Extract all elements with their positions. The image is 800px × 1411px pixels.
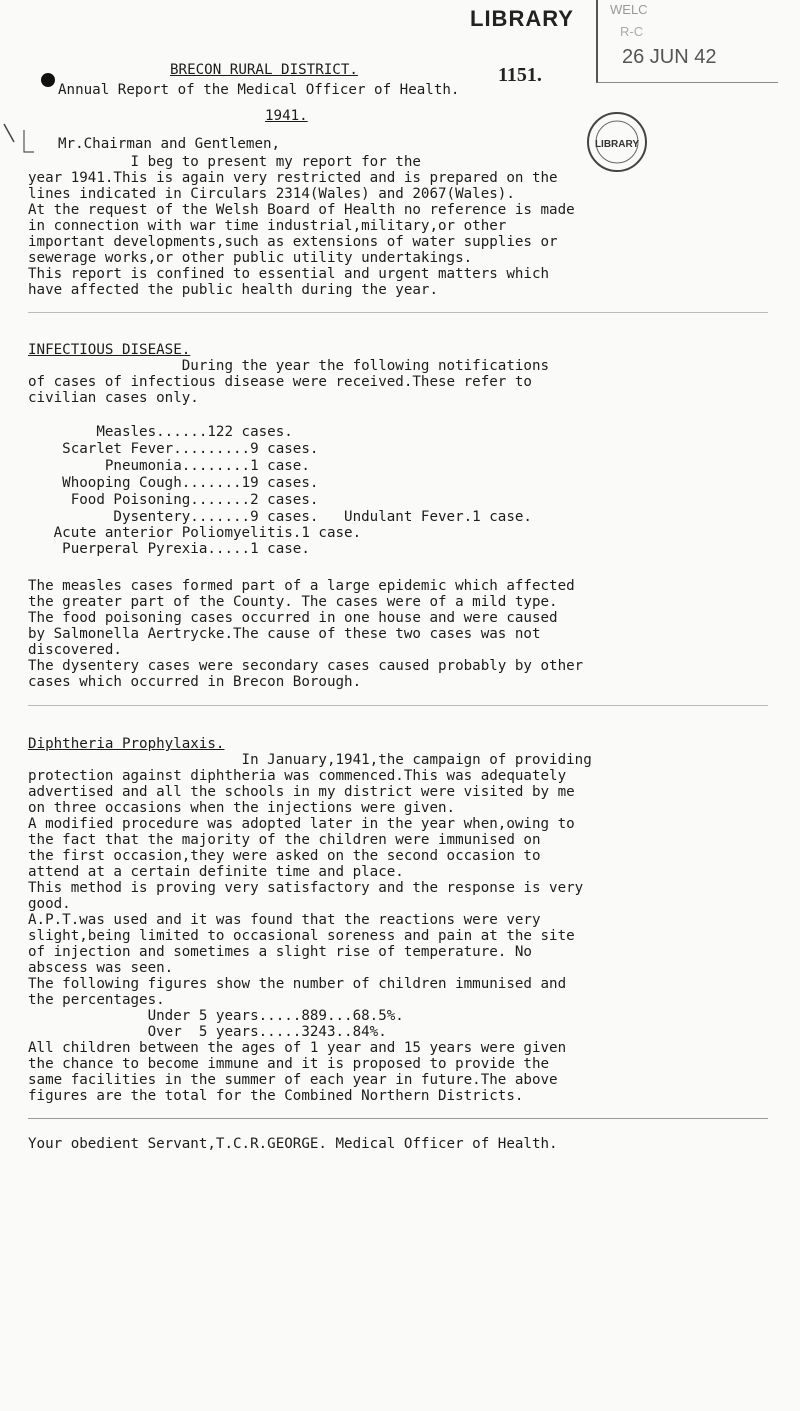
diphtheria-line: All children between the ages of 1 year and 15 years were given — [28, 1040, 567, 1056]
intro-line: sewerage works,or other public utility undertakings. — [28, 250, 473, 266]
infectious-note: cases which occurred in Brecon Borough. — [28, 674, 362, 690]
infectious-note: the greater part of the County. The cases were of a mild type. — [28, 594, 558, 610]
intro-line: I beg to present my report for the — [28, 154, 421, 170]
diphtheria-line: the chance to become immune and it is proposed to provide the — [28, 1056, 550, 1072]
infectious-line: of cases of infectious disease were received.These refer to — [28, 374, 532, 390]
signature-line: Your obedient Servant,T.C.R.GEORGE. Medical Officer of Health. — [28, 1136, 558, 1152]
intro-line: This report is confined to essential and urgent matters which — [28, 266, 550, 282]
notification-row: Measles......122 cases. — [28, 424, 293, 440]
intro-line: lines indicated in Circulars 2314(Wales) and 2067(Wales). — [28, 186, 515, 202]
intro-line: year 1941.This is again very restricted and is prepared on the — [28, 170, 558, 186]
diphtheria-line: advertised and all the schools in my district were visited by me — [28, 784, 575, 800]
library-stamp: LIBRARY — [470, 6, 574, 31]
notification-row: Whooping Cough.......19 cases. — [28, 475, 319, 491]
diphtheria-line: good. — [28, 896, 71, 912]
diphtheria-line: figures are the total for the Combined Northern Districts. — [28, 1088, 524, 1104]
intro-line: important developments,such as extensions of water supplies or — [28, 234, 558, 250]
svg-text:LIBRARY: LIBRARY — [594, 139, 640, 150]
infectious-note: The food poisoning cases occurred in one house and were caused — [28, 610, 558, 626]
report-year: 1941. — [265, 108, 308, 124]
punch-hole-dot — [41, 73, 55, 87]
section-divider — [28, 705, 768, 706]
notification-row: Dysentery.......9 cases. Undulant Fever.1 case. — [28, 509, 532, 525]
infectious-note: The dysentery cases were secondary cases caused probably by other — [28, 658, 584, 674]
received-stamp-date: 26 JUN 42 — [622, 46, 717, 68]
report-title: Annual Report of the Medical Officer of Health. — [58, 82, 460, 98]
intro-line: At the request of the Welsh Board of Health no reference is made — [28, 202, 575, 218]
diphtheria-line: A.P.T.was used and it was found that the reactions were very — [28, 912, 541, 928]
section-divider — [28, 1118, 768, 1119]
infectious-note: The measles cases formed part of a large epidemic which affected — [28, 578, 575, 594]
notification-row: Food Poisoning.......2 cases. — [28, 492, 319, 508]
library-serial-number: 1151. — [498, 64, 542, 86]
diphtheria-line: the percentages. — [28, 992, 165, 1008]
received-stamp-subtext: R-C — [620, 24, 644, 39]
diphtheria-line: protection against diphtheria was commenced.This was adequately — [28, 768, 567, 784]
library-seal-icon — [585, 110, 649, 174]
intro-line: have affected the public health during the year. — [28, 282, 438, 298]
infectious-line: civilian cases only. — [28, 390, 199, 406]
diphtheria-line: attend at a certain definite time and place. — [28, 864, 404, 880]
notification-row: Acute anterior Poliomyelitis.1 case. — [28, 525, 362, 541]
diphtheria-line: The following figures show the number of children immunised and — [28, 976, 567, 992]
district-title: BRECON RURAL DISTRICT. — [170, 62, 358, 78]
salutation: Mr.Chairman and Gentlemen, — [58, 136, 281, 152]
diphtheria-line: abscess was seen. — [28, 960, 174, 976]
diphtheria-line: the fact that the majority of the children were immunised on — [28, 832, 541, 848]
diphtheria-line: on three occasions when the injections were given. — [28, 800, 456, 816]
diphtheria-line: A modified procedure was adopted later in the year when,owing to — [28, 816, 575, 832]
intro-line: in connection with war time industrial,military,or other — [28, 218, 507, 234]
infectious-disease-heading: INFECTIOUS DISEASE. — [28, 342, 191, 358]
diphtheria-line: slight,being limited to occasional soreness and pain at the site — [28, 928, 575, 944]
infectious-line: During the year the following notifications — [28, 358, 550, 374]
received-stamp-text: WELC — [610, 2, 648, 17]
section-divider — [28, 312, 768, 313]
diphtheria-line: same facilities in the summer of each year in future.The above — [28, 1072, 558, 1088]
immunisation-figure: Under 5 years.....889...68.5%. — [28, 1008, 404, 1024]
diphtheria-line: the first occasion,they were asked on the second occasion to — [28, 848, 541, 864]
diphtheria-line: This method is proving very satisfactory and the response is very — [28, 880, 584, 896]
infectious-note: discovered. — [28, 642, 122, 658]
infectious-note: by Salmonella Aertrycke.The cause of these two cases was not — [28, 626, 541, 642]
notification-row: Pneumonia........1 case. — [28, 458, 310, 474]
diphtheria-heading: Diphtheria Prophylaxis. — [28, 736, 225, 752]
notification-row: Scarlet Fever.........9 cases. — [28, 441, 319, 457]
notification-row: Puerperal Pyrexia.....1 case. — [28, 541, 310, 557]
diphtheria-line: In January,1941,the campaign of providing — [28, 752, 592, 768]
diphtheria-line: of injection and sometimes a slight rise of temperature. No — [28, 944, 532, 960]
immunisation-figure: Over 5 years.....3243..84%. — [28, 1024, 387, 1040]
